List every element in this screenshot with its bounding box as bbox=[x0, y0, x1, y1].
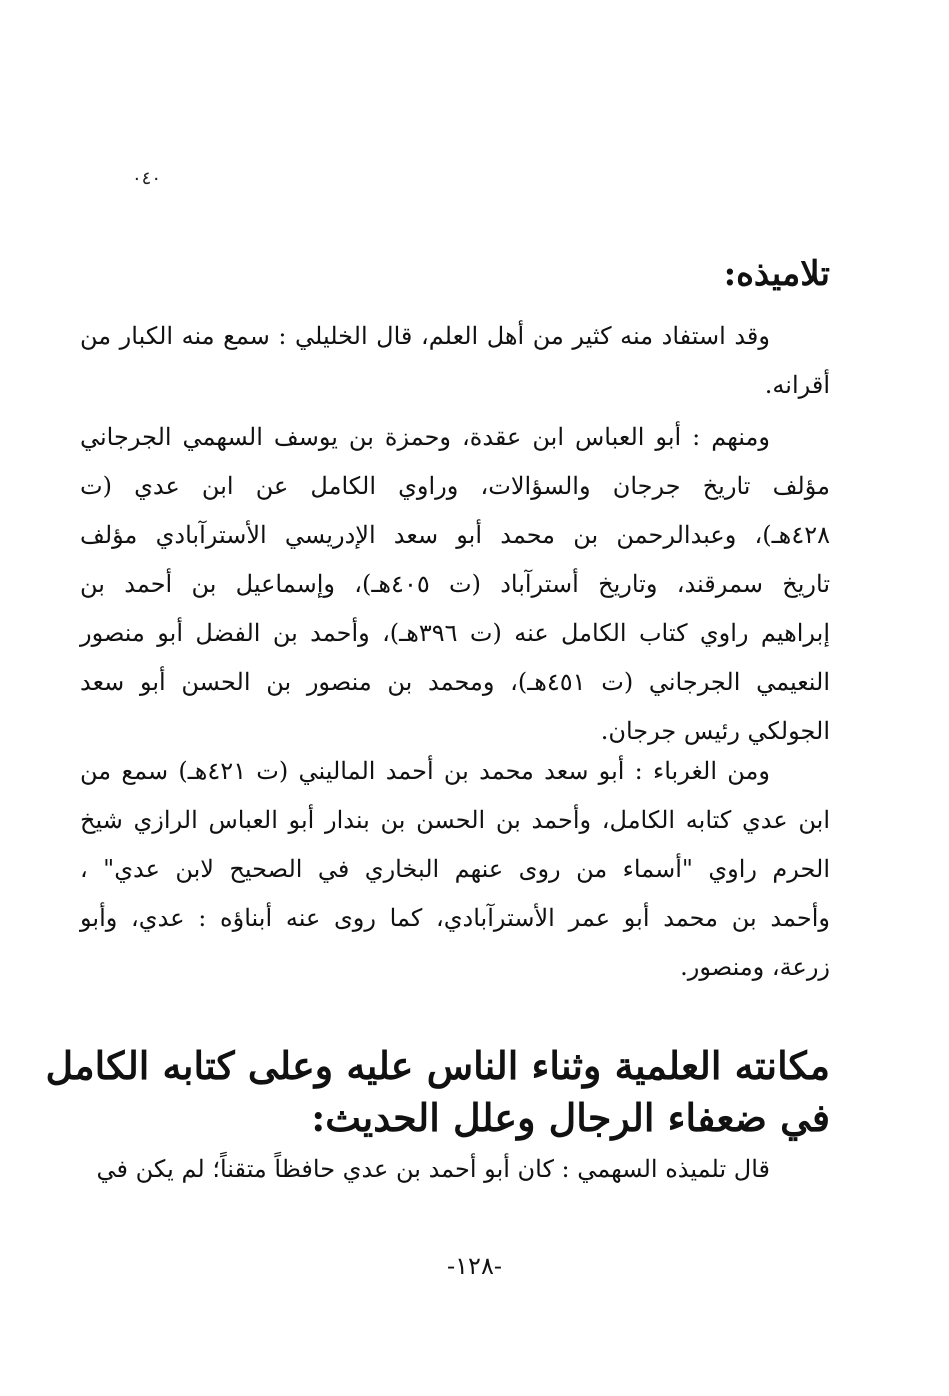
paragraph-line: مؤلف تاريخ جرجان والسؤالات، وراوي الكامل عن ابن عدي (ت bbox=[80, 472, 830, 500]
corner-mark: ٠٤٠ bbox=[132, 168, 162, 189]
paragraph-line: ومن الغرباء : أبو سعد محمد بن أحمد الماليني (ت ٤٢١هـ) سمع من bbox=[80, 757, 770, 785]
paragraph-1 bbox=[80, 312, 830, 410]
paragraph-line: ابن عدي كتابه الكامل، وأحمد بن الحسن بن بندار أبو العباس الرازي شيخ bbox=[80, 806, 830, 834]
paragraph-line: النعيمي الجرجاني (ت ٤٥١هـ)، ومحمد بن منصور بن الحسن أبو سعد bbox=[80, 668, 831, 696]
section-heading-status bbox=[45, 1040, 830, 1144]
paragraph-line: ٤٢٨هـ)، وعبدالرحمن بن محمد أبو سعد الإدريسي الأسترآبادي مؤلف bbox=[80, 521, 830, 549]
page-number: -١٢٨- bbox=[447, 1252, 502, 1280]
paragraph-4 bbox=[80, 1145, 830, 1194]
paragraph-line: الحرم راوي "أسماء من روى عنهم البخاري في الصحيح لابن عدي" ، bbox=[80, 855, 831, 883]
paragraph-line: إبراهيم راوي كتاب الكامل عنه (ت ٣٩٦هـ)، وأحمد بن الفضل أبو منصور bbox=[80, 619, 831, 647]
paragraph-3 bbox=[80, 747, 830, 992]
paragraph-line: تاريخ سمرقند، وتاريخ أسترآباد (ت ٤٠٥هـ)، وإسماعيل بن أحمد بن bbox=[80, 570, 831, 598]
heading-line: في ضعفاء الرجال وعلل الحديث: bbox=[311, 1095, 830, 1140]
paragraph-line: وأحمد بن محمد أبو عمر الأسترآبادي، كما روى عنه أبناؤه : عدي، وأبو bbox=[80, 904, 830, 932]
paragraph-line: وقد استفاد منه كثير من أهل العلم، قال الخليلي : سمع منه الكبار من bbox=[80, 322, 770, 350]
section-heading-students: تلاميذه: bbox=[723, 254, 830, 294]
paragraph-2 bbox=[80, 413, 830, 756]
paragraph-line: قال تلميذه السهمي : كان أبو أحمد بن عدي حافظاً متقناً؛ لم يكن في bbox=[96, 1155, 770, 1183]
paragraph-line: زرعة، ومنصور. bbox=[680, 953, 830, 981]
paragraph-line: الجولكي رئيس جرجان. bbox=[600, 717, 830, 745]
paragraph-line: ومنهم : أبو العباس ابن عقدة، وحمزة بن يوسف السهمي الجرجاني bbox=[80, 423, 770, 451]
heading-line: مكانته العلمية وثناء الناس عليه وعلى كتابه الكامل bbox=[45, 1043, 830, 1088]
paragraph-line: أقرانه. bbox=[764, 371, 830, 399]
